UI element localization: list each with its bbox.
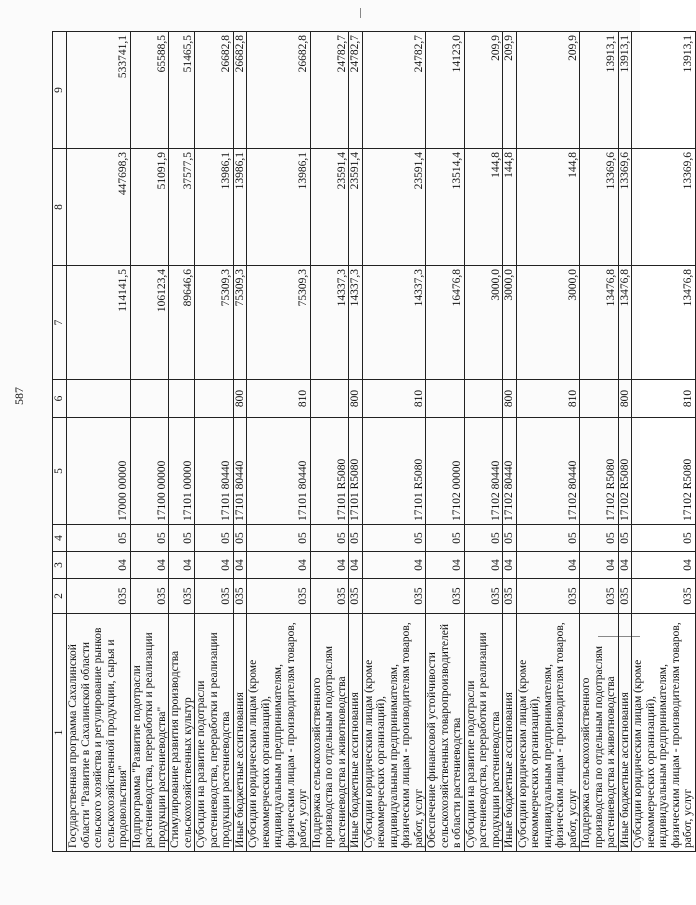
cell-target-article-code: 17101 00000 (169, 418, 195, 525)
cell-target-article-code: 17102 R5080 (618, 418, 632, 525)
cell-expense-type-code (195, 380, 234, 418)
cell-amount-col-7: 114141,5 (67, 266, 131, 380)
cell-ministry-code: 035 (233, 579, 247, 614)
cell-amount-col-8: 37577,5 (169, 149, 195, 266)
cell-name: Поддержка сельскохозяйственного производства по отдельным подотраслям растениеводства и животноводства (310, 614, 349, 852)
cell-amount-col-9: 24782,7 (310, 32, 349, 149)
cell-section-code: 04 (618, 552, 632, 579)
cell-ministry-code: 035 (618, 579, 632, 614)
cell-subsection-code: 05 (580, 525, 619, 552)
column-number: 6 (53, 380, 67, 418)
cell-amount-col-8: 23591,4 (349, 149, 363, 266)
cell-target-article-code: 17102 R5080 (632, 418, 696, 525)
cell-name: Государственная программа Сахалинской области "Развитие в Сахалинской области сельского хозяйства и регулирование рынков сельскохозяйственной продукции, сырья и продовольствия" (67, 614, 131, 852)
cell-amount-col-9: 26682,8 (195, 32, 234, 149)
cell-name: Обеспечение финансовой устойчивости сельскохозяйственных товаропроизводителей в области растениеводства (426, 614, 465, 852)
cell-expense-type-code (130, 380, 169, 418)
cell-amount-col-8: 144,8 (516, 149, 580, 266)
cell-target-article-code: 17101 80440 (247, 418, 311, 525)
table-row (516, 32, 580, 852)
cell-target-article-code: 17000 00000 (67, 418, 131, 525)
cell-target-article-code: 17102 80440 (503, 418, 517, 525)
cell-name: Субсидии на развитие подотрасли растениеводства, переработки и реализации продукции растениеводства (195, 614, 234, 852)
cell-name: Поддержка сельскохозяйственного производства по отдельным подотраслям растениеводства и животноводства (580, 614, 619, 852)
cell-subsection-code: 05 (362, 525, 426, 552)
cell-section-code: 04 (516, 552, 580, 579)
table-row (618, 32, 632, 852)
table-row (349, 32, 363, 852)
column-number: 8 (53, 149, 67, 266)
cell-subsection-code: 05 (195, 525, 234, 552)
cell-amount-col-9: 209,9 (503, 32, 517, 149)
cell-section-code: 04 (632, 552, 696, 579)
cell-amount-col-7: 13476,8 (632, 266, 696, 380)
cell-target-article-code: 17101 R5080 (362, 418, 426, 525)
column-number: 4 (53, 525, 67, 552)
cell-amount-col-7: 75309,3 (247, 266, 311, 380)
cell-ministry-code: 035 (310, 579, 349, 614)
cell-target-article-code: 17102 R5080 (580, 418, 619, 525)
cell-ministry-code: 035 (247, 579, 311, 614)
column-number: 7 (53, 266, 67, 380)
cell-amount-col-8: 13986,1 (233, 149, 247, 266)
cell-ministry-code: 035 (464, 579, 503, 614)
cell-target-article-code: 17102 80440 (464, 418, 503, 525)
cell-section-code: 04 (247, 552, 311, 579)
table-row (67, 32, 131, 852)
table-row (169, 32, 195, 852)
cell-expense-type-code: 810 (247, 380, 311, 418)
cell-expense-type-code (464, 380, 503, 418)
cell-amount-col-8: 13986,1 (247, 149, 311, 266)
cell-target-article-code: 17101 80440 (233, 418, 247, 525)
cell-amount-col-8: 144,8 (464, 149, 503, 266)
cell-amount-col-8: 13514,4 (426, 149, 465, 266)
cell-section-code: 04 (503, 552, 517, 579)
cell-amount-col-8: 51091,9 (130, 149, 169, 266)
cell-subsection-code: 05 (632, 525, 696, 552)
column-number: 3 (53, 552, 67, 579)
cell-expense-type-code: 810 (362, 380, 426, 418)
cell-subsection-code: 05 (310, 525, 349, 552)
cell-name: Субсидии юридическим лицам (кроме некоммерческих организаций), индивидуальным предпринимателям, физическим лицам - производителям товаров, работ, услуг (362, 614, 426, 852)
cell-name: Иные бюджетные ассигнования (233, 614, 247, 852)
cell-name: Субсидии юридическим лицам (кроме некоммерческих организаций), индивидуальным предпринимателям, физическим лицам - производителям товаров, работ, услуг (516, 614, 580, 852)
table-row (247, 32, 311, 852)
cell-ministry-code: 035 (195, 579, 234, 614)
table-row (233, 32, 247, 852)
cell-ministry-code: 035 (130, 579, 169, 614)
cell-amount-col-9: 13913,1 (618, 32, 632, 149)
cell-subsection-code: 05 (67, 525, 131, 552)
cell-target-article-code: 17102 00000 (426, 418, 465, 525)
cell-amount-col-9: 26682,8 (233, 32, 247, 149)
cell-amount-col-9: 13913,1 (580, 32, 619, 149)
cell-ministry-code: 035 (362, 579, 426, 614)
cell-subsection-code: 05 (349, 525, 363, 552)
cell-name: Подпрограмма "Развитие подотрасли растениеводства, переработки и реализации продукции растениеводства" (130, 614, 169, 852)
table-row (464, 32, 503, 852)
rotated-table-wrapper (52, 32, 694, 852)
cell-amount-col-9: 209,9 (516, 32, 580, 149)
cell-expense-type-code: 800 (503, 380, 517, 418)
cell-amount-col-7: 106123,4 (130, 266, 169, 380)
cell-expense-type-code (67, 380, 131, 418)
cell-ministry-code: 035 (503, 579, 517, 614)
cell-amount-col-7: 3000,0 (464, 266, 503, 380)
cell-ministry-code: 035 (349, 579, 363, 614)
cell-amount-col-9: 24782,7 (349, 32, 363, 149)
cell-section-code: 04 (169, 552, 195, 579)
cell-amount-col-7: 3000,0 (516, 266, 580, 380)
column-number: 9 (53, 32, 67, 149)
cell-section-code: 04 (233, 552, 247, 579)
cell-amount-col-7: 13476,8 (580, 266, 619, 380)
cell-amount-col-9: 51465,5 (169, 32, 195, 149)
cell-name: Стимулирование развития производства сельскохозяйственных культур (169, 614, 195, 852)
cell-name: Иные бюджетные ассигнования (503, 614, 517, 852)
cell-amount-col-9: 13913,1 (632, 32, 696, 149)
cell-expense-type-code (310, 380, 349, 418)
table-row (632, 32, 696, 852)
cell-section-code: 04 (426, 552, 465, 579)
cell-subsection-code: 05 (130, 525, 169, 552)
cell-target-article-code: 17101 80440 (195, 418, 234, 525)
cell-amount-col-8: 23591,4 (362, 149, 426, 266)
cell-amount-col-7: 14337,3 (310, 266, 349, 380)
cell-expense-type-code (580, 380, 619, 418)
cell-amount-col-8: 13369,6 (618, 149, 632, 266)
cell-subsection-code: 05 (516, 525, 580, 552)
cell-section-code: 04 (67, 552, 131, 579)
cell-ministry-code: 035 (632, 579, 696, 614)
cell-amount-col-9: 209,9 (464, 32, 503, 149)
cell-amount-col-7: 13476,8 (618, 266, 632, 380)
cell-amount-col-8: 13369,6 (632, 149, 696, 266)
cell-name: Иные бюджетные ассигнования (618, 614, 632, 852)
table-row (426, 32, 465, 852)
cell-section-code: 04 (310, 552, 349, 579)
cell-amount-col-7: 14337,3 (362, 266, 426, 380)
column-number: 5 (53, 418, 67, 525)
cell-subsection-code: 05 (233, 525, 247, 552)
cell-amount-col-7: 16476,8 (426, 266, 465, 380)
cell-amount-col-9: 65588,5 (130, 32, 169, 149)
cell-expense-type-code (169, 380, 195, 418)
cell-amount-col-7: 75309,3 (233, 266, 247, 380)
scan-mark (360, 8, 361, 18)
page-number: 587 (12, 387, 26, 405)
cell-section-code: 04 (464, 552, 503, 579)
cell-subsection-code: 05 (503, 525, 517, 552)
cell-ministry-code: 035 (67, 579, 131, 614)
cell-expense-type-code (426, 380, 465, 418)
cell-amount-col-7: 14337,3 (349, 266, 363, 380)
table-row (130, 32, 169, 852)
cell-ministry-code: 035 (516, 579, 580, 614)
cell-target-article-code: 17101 R5080 (310, 418, 349, 525)
cell-ministry-code: 035 (580, 579, 619, 614)
cell-name: Иные бюджетные ассигнования (349, 614, 363, 852)
cell-amount-col-9: 533741,1 (67, 32, 131, 149)
cell-expense-type-code: 800 (618, 380, 632, 418)
cell-section-code: 04 (130, 552, 169, 579)
cell-amount-col-8: 447698,3 (67, 149, 131, 266)
cell-section-code: 04 (349, 552, 363, 579)
cell-amount-col-7: 75309,3 (195, 266, 234, 380)
column-number-row (53, 32, 67, 852)
cell-section-code: 04 (362, 552, 426, 579)
cell-amount-col-9: 14123,0 (426, 32, 465, 149)
cell-subsection-code: 05 (169, 525, 195, 552)
cell-amount-col-8: 13986,1 (195, 149, 234, 266)
cell-subsection-code: 05 (618, 525, 632, 552)
cell-ministry-code: 035 (169, 579, 195, 614)
cell-ministry-code: 035 (426, 579, 465, 614)
cell-amount-col-9: 26682,8 (247, 32, 311, 149)
cell-name: Субсидии на развитие подотрасли растениеводства, переработки и реализации продукции растениеводства (464, 614, 503, 852)
cell-amount-col-8: 23591,4 (310, 149, 349, 266)
cell-section-code: 04 (195, 552, 234, 579)
cell-amount-col-7: 3000,0 (503, 266, 517, 380)
table-row (195, 32, 234, 852)
cell-target-article-code: 17102 80440 (516, 418, 580, 525)
cell-amount-col-8: 13369,6 (580, 149, 619, 266)
cell-subsection-code: 05 (464, 525, 503, 552)
cell-amount-col-9: 24782,7 (362, 32, 426, 149)
cell-expense-type-code: 800 (349, 380, 363, 418)
cell-name: Субсидии юридическим лицам (кроме некоммерческих организаций), индивидуальным предпринимателям, физическим лицам - производителям товаров, работ, услуг (632, 614, 696, 852)
cell-expense-type-code: 810 (516, 380, 580, 418)
cell-subsection-code: 05 (426, 525, 465, 552)
budget-table (52, 31, 696, 852)
cell-section-code: 04 (580, 552, 619, 579)
table-row (503, 32, 517, 852)
cell-subsection-code: 05 (247, 525, 311, 552)
cell-expense-type-code: 810 (632, 380, 696, 418)
table-row (580, 32, 619, 852)
table-row (362, 32, 426, 852)
cell-target-article-code: 17100 00000 (130, 418, 169, 525)
cell-name: Субсидии юридическим лицам (кроме некоммерческих организаций), индивидуальным предпринимателям, физическим лицам - производителям товаров, работ, услуг (247, 614, 311, 852)
column-number: 1 (53, 614, 67, 852)
cell-target-article-code: 17101 R5080 (349, 418, 363, 525)
column-number: 2 (53, 579, 67, 614)
cell-amount-col-8: 144,8 (503, 149, 517, 266)
cell-amount-col-7: 89646,6 (169, 266, 195, 380)
cell-expense-type-code: 800 (233, 380, 247, 418)
table-row (310, 32, 349, 852)
